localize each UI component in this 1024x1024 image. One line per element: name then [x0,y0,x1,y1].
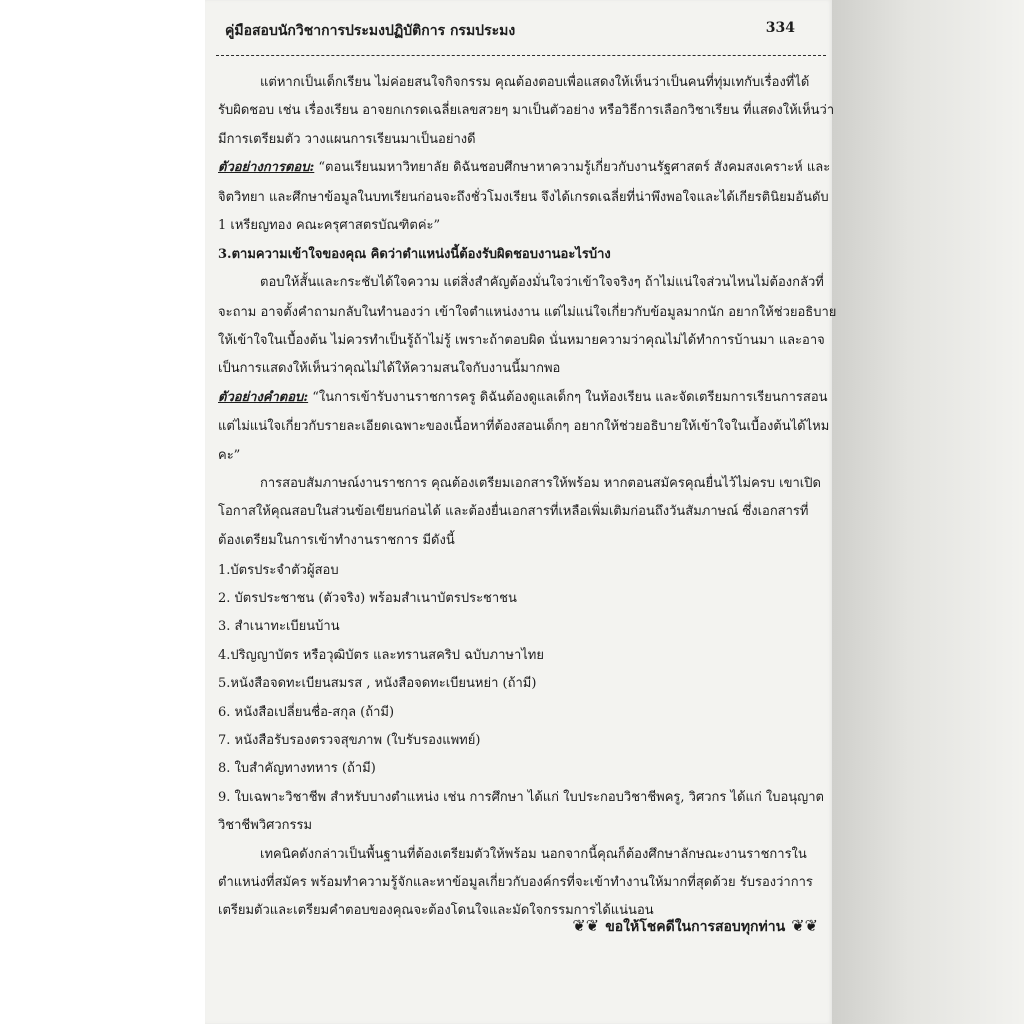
page-edge-shadow [832,0,1024,1024]
book-title: คู่มือสอบนักวิชาการประมงปฏิบัติการ กรมประมง [225,23,516,39]
paragraph-line: รับผิดชอบ เช่น เรื่องเรียน อาจยกเกรดเฉลี่ยเลขสวยๆ มาเป็นตัวอย่าง หรือวิธีการเลือกวิชาเรียน ที่แสดงให้เห็นว่า [218,103,835,118]
paragraph-line: เตรียมตัวและเตรียมคำตอบของคุณจะต้องโดนใจและมัดใจกรรมการได้แน่นอน [218,903,654,918]
document-list-item: 1.บัตรประจำตัวผู้สอบ [218,563,339,578]
document-list-item: 5.หนังสือจดทะเบียนสมรส , หนังสือจดทะเบียนหย่า (ถ้ามี) [218,676,537,691]
example-answer-line: คะ” [218,448,241,463]
header-divider [216,55,826,56]
example-answer-line: จิตวิทยา และศึกษาข้อมูลในบทเรียนก่อนจะถึงชั่วโมงเรียน จึงได้เกรดเฉลี่ยที่น่าพึงพอใจและได้เกียรตินิยมอันดับ [218,190,829,205]
example-answer-line: 1 เหรียญทอง คณะครุศาสตรบัณฑิตค่ะ” [218,218,441,233]
example-text: “ในการเข้ารับงานราชการครู ดิฉันต้องดูแลเด็กๆ ในห้องเรียน และจัดเตรียมการเรียนการสอน [308,390,828,405]
page-number: 334 [765,20,795,36]
paragraph-line: โอกาสให้คุณสอบในส่วนข้อเขียนก่อนได้ และต้องยื่นเอกสารที่เหลือเพิ่มเติมก่อนถึงวันสัมภาษณ์ ซึ่งเอกสารที่ [218,504,809,519]
document-list-item: 4.ปริญญาบัตร หรือวุฒิบัตร และทรานสคริป ฉบับภาษาไทย [218,648,544,663]
document-list-item: 8. ใบสำคัญทางทหาร (ถ้ามี) [218,761,376,776]
paragraph-line: ให้เข้าใจในเบื้องต้น ไม่ควรทำเป็นรู้ถ้าไม่รู้ เพราะถ้าตอบผิด นั่นหมายความว่าคุณไม่ได้ทำการบ้านมา และอาจ [218,333,825,348]
example-answer-line [218,159,830,177]
example-text: “ตอนเรียนมหาวิทยาลัย ดิฉันชอบศึกษาหาความรู้เกี่ยวกับงานรัฐศาสตร์ สังคมสงเคราะห์ และ [314,160,831,175]
paragraph-line: เป็นการแสดงให้เห็นว่าคุณไม่ได้ให้ความสนใจกับงานนี้มากพอ [218,361,561,376]
paragraph-line: เทคนิคดังกล่าวเป็นพื้นฐานที่ต้องเตรียมตัวให้พร้อม นอกจากนี้คุณก็ต้องศึกษาลักษณะงานราชการใน [260,847,807,862]
paragraph-line: จะถาม อาจตั้งคำถามกลับในทำนองว่า เข้าใจตำแหน่งงาน แต่ไม่แน่ใจเกี่ยวกับข้อมูลมากนัก อยากให้ช่วยอธิบาย [218,305,837,320]
example-label: ตัวอย่างคำตอบ: [218,390,309,405]
document-list-item: 7. หนังสือรับรองตรวจสุขภาพ (ใบรับรองแพทย์) [218,733,481,748]
paragraph-line: แต่หากเป็นเด็กเรียน ไม่ค่อยสนใจกิจกรรม คุณต้องตอบเพื่อแสดงให้เห็นว่าเป็นคนที่ทุ่มเทกับเรื่องที่ได้ [260,75,810,90]
closing-text: ขอให้โชคดีในการสอบทุกท่าน [605,919,786,935]
left-margin [0,0,205,1024]
paragraph-line: มีการเตรียมตัว วางแผนการเรียนมาเป็นอย่างดี [218,132,476,147]
document-list-item: 2. บัตรประชาชน (ตัวจริง) พร้อมสำเนาบัตรประชาชน [218,591,517,606]
closing-wish [566,916,824,938]
ornament-icon: ❦❦ [791,916,818,935]
example-answer-line [218,389,828,407]
document-list-item: 6. หนังสือเปลี่ยนชื่อ-สกุล (ถ้ามี) [218,705,395,720]
paragraph-line: ต้องเตรียมในการเข้าทำงานราชการ มีดังนี้ [218,533,455,548]
paragraph-line: ตอบให้สั้นและกระชับได้ใจความ แต่สิ่งสำคัญต้องมั่นใจว่าเข้าใจจริงๆ ถ้าไม่แน่ใจส่วนไหนไม่ต้องกลัวที่ [260,275,824,290]
ornament-icon: ❦❦ [572,916,600,935]
section-heading: 3.ตามความเข้าใจของคุณ คิดว่าตำแหน่งนี้ต้องรับผิดชอบงานอะไรบ้าง [218,247,611,262]
document-list-item: 9. ใบเฉพาะวิชาชีพ สำหรับบางตำแหน่ง เช่น การศึกษา ได้แก่ ใบประกอบวิชาชีพครู, วิศวกร ได้แก่ ใบอนุญาต [218,790,824,805]
document-list-item: วิชาชีพวิศวกรรม [218,818,313,833]
page-header [225,20,795,44]
example-label: ตัวอย่างการตอบ: [218,160,315,175]
paragraph-line: ตำแหน่งที่สมัคร พร้อมทำความรู้จักและหาข้อมูลเกี่ยวกับองค์กรที่จะเข้าทำงานให้มากที่สุดด้วย รับรองว่าการ [218,875,813,890]
example-answer-line: แต่ไม่แน่ใจเกี่ยวกับรายละเอียดเฉพาะของเนื้อหาที่ต้องสอนเด็กๆ อยากให้ช่วยอธิบายให้เข้าใจในเบื้องต้นได้ไหม [218,419,830,434]
paragraph-line: การสอบสัมภาษณ์งานราชการ คุณต้องเตรียมเอกสารให้พร้อม หากตอนสมัครคุณยื่นไว้ไม่ครบ เขาเปิด [260,476,821,491]
document-list-item: 3. สำเนาทะเบียนบ้าน [218,619,340,634]
